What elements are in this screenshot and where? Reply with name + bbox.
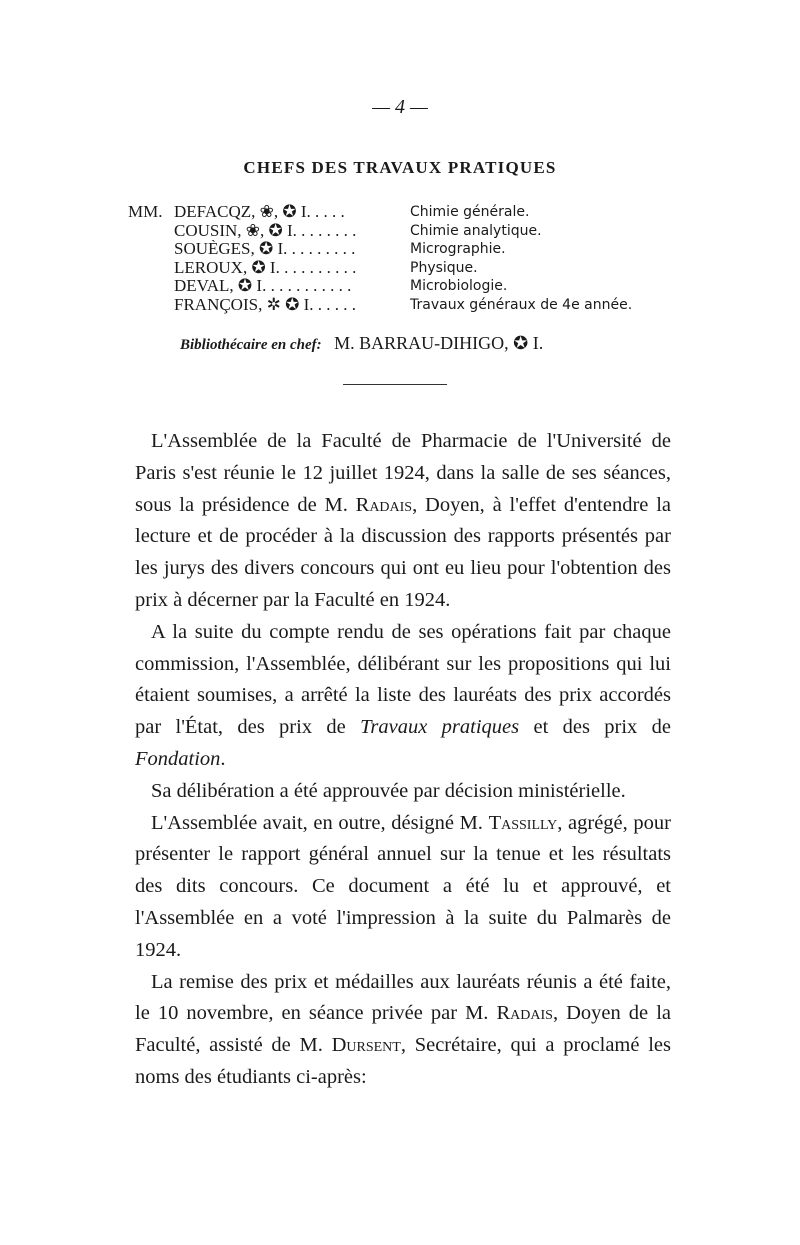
librarian-name: M. BARRAU-DIHIGO, ✪ I. xyxy=(334,333,544,353)
staff-prefix: MM. xyxy=(128,202,163,221)
person-name: Dursent xyxy=(331,1034,401,1057)
paragraph: A la suite du compte rendu de ses opérations fait par chaque commission, l'Assemblée, délibérant sur les propositions qui lui étaient soumises, a arrêté la liste des lauréats des prix accordés par l'État, des prix de Travaux pratiques et des prix de Fondation. xyxy=(135,620,671,770)
emphasis: Travaux pratiques xyxy=(360,716,520,739)
staff-name: COUSIN, ❀, ✪ I. . . . . . . . xyxy=(174,221,357,240)
paragraph: L'Assemblée de la Faculté de Pharmacie de l'Université de Paris s'est réunie le 12 juillet 1924, dans la salle de ses séances, sous la présidence de M. Radais, Doyen, à l'effet d'entendre la lecture et de procéder à la discussion des rapports présentés par les jurys des divers concours qui ont eu lieu pour l'obtention des prix à décerner par la Faculté en 1924. xyxy=(135,430,671,611)
section-divider xyxy=(343,384,447,385)
staff-department: Chimie analytique. xyxy=(410,222,542,239)
staff-department: Microbiologie. xyxy=(410,278,508,294)
staff-row xyxy=(128,296,632,315)
staff-row xyxy=(128,277,632,296)
emphasis: Fondation xyxy=(135,747,221,770)
staff-list xyxy=(128,203,632,314)
body-text xyxy=(135,426,671,1094)
staff-name: SOUÈGES, ✪ I. . . . . . . . . xyxy=(174,240,356,258)
person-name: Radais xyxy=(355,493,413,516)
staff-row xyxy=(128,222,632,241)
librarian-role: Bibliothécaire en chef: xyxy=(180,337,322,353)
person-name: Radais xyxy=(496,1002,553,1025)
page-number: — 4 — xyxy=(372,96,428,118)
paragraph: La remise des prix et médailles aux lauréats réunis a été faite, le 10 novembre, en séance privée par M. Radais, Doyen de la Faculté, assisté de M. Dursent, Secrétaire, qui a proclamé les noms des étudiants ci-après: xyxy=(135,970,671,1088)
staff-name: LEROUX, ✪ I. . . . . . . . . . xyxy=(174,258,357,277)
staff-department: Micrographie. xyxy=(410,241,506,257)
staff-name: DEFACQZ, ❀, ✪ I. . . . . xyxy=(174,203,345,221)
person-name: Tassilly xyxy=(488,811,558,834)
staff-row xyxy=(128,240,632,259)
staff-department: Travaux généraux de 4e année. xyxy=(410,296,633,313)
paragraph: L'Assemblée avait, en outre, désigné M. Tassilly, agrégé, pour présenter le rapport général annuel sur la tenue et les résultats des dits concours. Ce document a été lu et approuvé, et l'Assemblée en a voté l'impression à la suite du Palmarès de 1924. xyxy=(135,811,672,961)
librarian-line xyxy=(180,333,543,354)
staff-name: FRANÇOIS, ✲ ✪ I. . . . . . xyxy=(174,295,356,314)
staff-department: Physique. xyxy=(410,259,478,276)
staff-row xyxy=(128,203,632,222)
section-title: CHEFS DES TRAVAUX PRATIQUES xyxy=(243,158,557,177)
staff-department: Chimie générale. xyxy=(410,204,530,220)
staff-name: DEVAL, ✪ I. . . . . . . . . . . xyxy=(174,277,352,295)
staff-row xyxy=(128,259,632,278)
paragraph: Sa délibération a été approuvée par décision ministérielle. xyxy=(151,779,626,802)
